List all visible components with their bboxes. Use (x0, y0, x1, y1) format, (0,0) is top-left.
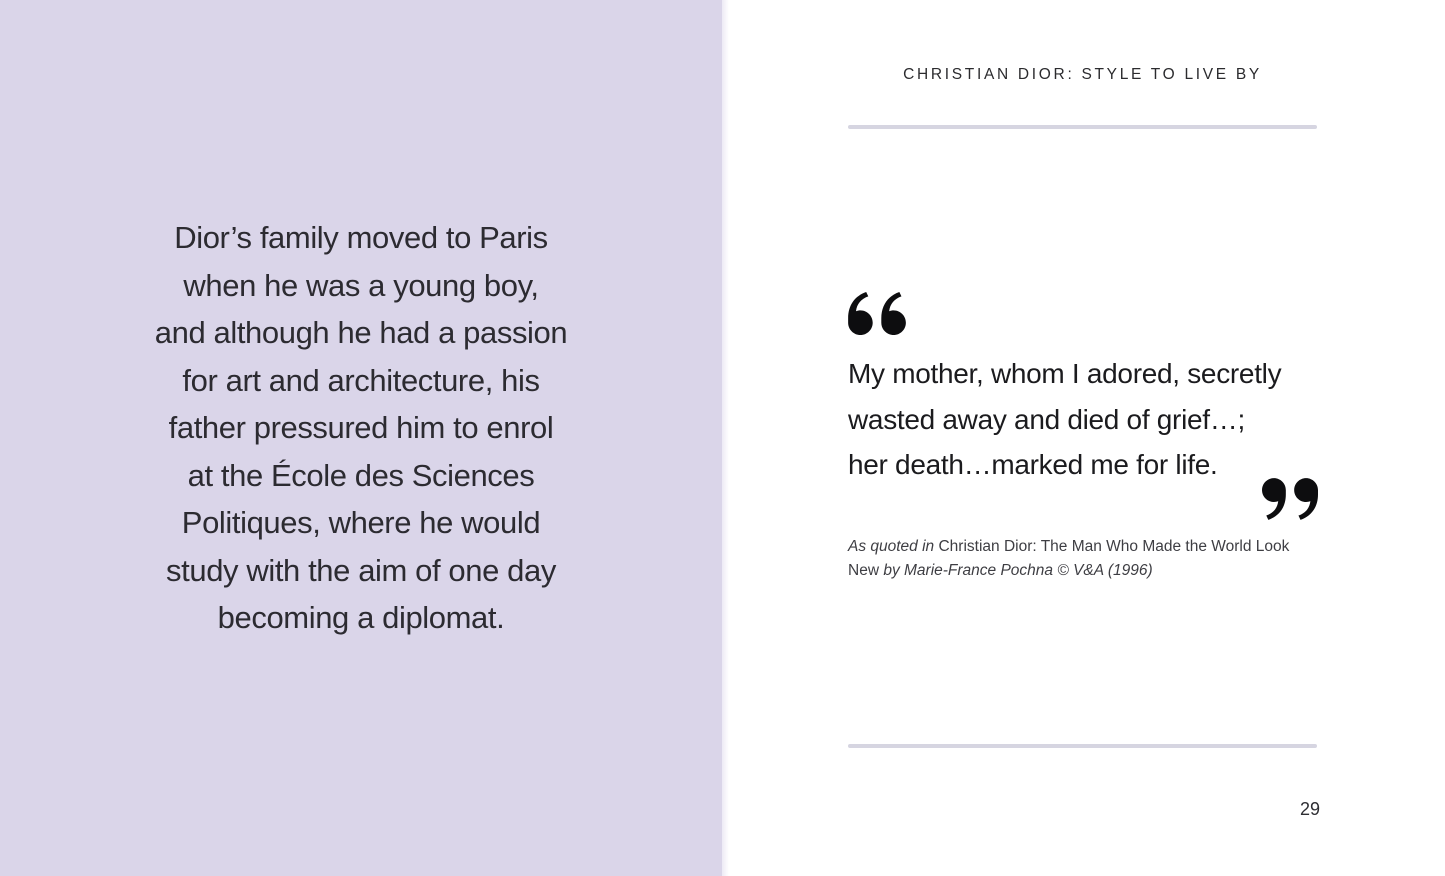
left-page (0, 0, 722, 876)
attribution-line (848, 535, 1338, 559)
page-number: 29 (1299, 799, 1320, 819)
body-text-line: becoming a diplomat. (217, 600, 505, 635)
body-text-line: study with the aim of one day (166, 552, 556, 588)
closing-quote-icon (1262, 478, 1318, 520)
quote-line: My mother, whom I adored, secretly (848, 358, 1282, 389)
quote-line: wasted away and died of grief…; (848, 403, 1245, 435)
attribution-book-title: New (848, 561, 884, 579)
attribution-prefix: As quoted in (848, 538, 939, 555)
right-page (729, 0, 1445, 876)
opening-quote-icon (848, 292, 906, 335)
left-page-paragraph (0, 214, 722, 642)
bottom-divider-rule (848, 744, 1317, 748)
attribution-line (848, 559, 1338, 583)
body-text-line: father pressured him to enrol (168, 410, 554, 445)
attribution-book-title: Christian Dior: The Man Who Made the World Look (938, 538, 1290, 555)
attribution-byline: by Marie-France Pochna © V&A (1996) (883, 561, 1153, 579)
body-text-line: for art and architecture, his (182, 362, 540, 398)
quote-attribution (848, 535, 1338, 582)
quote-text (848, 351, 1368, 488)
top-divider-rule (848, 125, 1317, 129)
body-text-line: and although he had a passion (154, 315, 568, 350)
body-text-line: Politiques, where he would (181, 505, 541, 540)
body-text-line: Dior’s family moved to Paris (174, 220, 548, 255)
body-text-line: at the École des Sciences (187, 457, 535, 493)
quote-line: her death…marked me for life. (848, 449, 1218, 481)
running-header: CHRISTIAN DIOR: STYLE TO LIVE BY (903, 66, 1262, 83)
page-gutter (722, 0, 729, 876)
body-text-line: when he was a young boy, (183, 267, 539, 303)
